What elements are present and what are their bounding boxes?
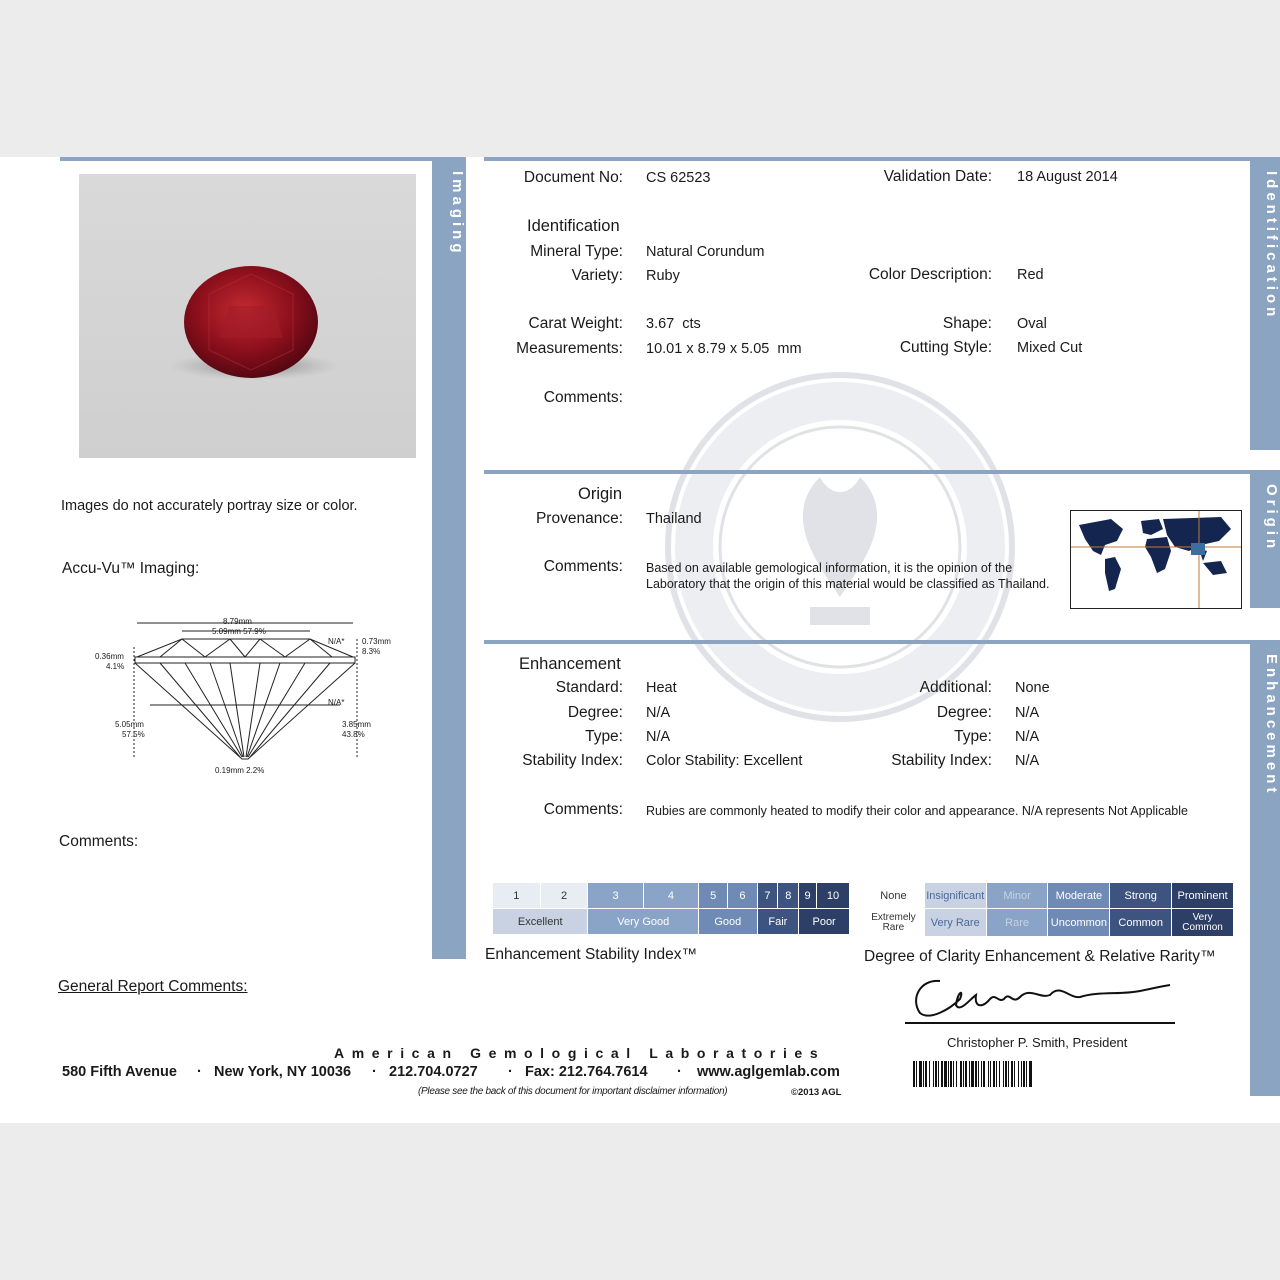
identification-comments-label: Comments: [543, 389, 623, 406]
stability-num-5: 5 [699, 883, 728, 909]
stability-grade-very-good: Very Good [588, 909, 699, 935]
diagram-depth-mm: 5.05mm [115, 720, 144, 729]
enhancement-tab [1250, 640, 1280, 1096]
carat-value: 3.67 cts [646, 316, 701, 332]
stability-num-2: 2 [540, 883, 588, 909]
cutting-style-value: Mixed Cut [1017, 340, 1083, 356]
additional-stability-label: Stability Index: [891, 752, 992, 769]
footer-sep-4: · [677, 1064, 682, 1080]
stability-grade-poor: Poor [799, 909, 850, 935]
shape-value: Oval [1017, 316, 1047, 332]
degree-label: Degree: [567, 704, 623, 721]
additional-type-value: N/A [1015, 729, 1040, 745]
variety-value: Ruby [646, 268, 680, 284]
clarity-none: None [863, 883, 925, 909]
origin-comments-value: Based on available gemological information, it is the opinion of the Laboratory that the origin of this material would be classified as Thailand. [646, 561, 1050, 591]
lab-name: American Gemological Laboratories [334, 1045, 826, 1061]
signatory-name: Christopher P. Smith, President [947, 1035, 1128, 1050]
diagram-crown-right-pct: 8.3% [362, 647, 381, 656]
clarity-prominent: Prominent [1172, 883, 1234, 909]
enhancement-comments-value: Rubies are commonly heated to modify their color and appearance. N/A represents Not Applicable [646, 804, 1188, 818]
footer-phone: 212.704.0727 [389, 1064, 478, 1080]
enhancement-comments-label: Comments: [543, 801, 623, 818]
color-value: Red [1017, 267, 1044, 283]
mineral-value: Natural Corundum [646, 244, 765, 260]
footer-address: 580 Fifth Avenue [62, 1064, 177, 1080]
barcode [913, 1061, 1161, 1087]
imaging-top-rule [60, 157, 460, 161]
certificate-page [0, 157, 1280, 1123]
additional-type-label: Type: [954, 728, 992, 745]
variety-label: Variety: [571, 267, 623, 284]
imaging-tab-label: Imaging [449, 171, 466, 257]
diagram-width: 8.79mm [223, 617, 252, 626]
origin-tab [1250, 470, 1280, 608]
identification-tab [1250, 157, 1280, 450]
identification-tab-label: Identification [1263, 171, 1280, 321]
rarity-common: Common [1110, 909, 1172, 937]
gem-photo [79, 174, 416, 458]
stability-num-1: 1 [493, 883, 541, 909]
footer-fax: Fax: 212.764.7614 [525, 1064, 648, 1080]
diagram-depth-pct: 57.5% [122, 730, 145, 739]
rarity-extremely-rare: Extremely Rare [863, 909, 925, 937]
diagram-pavilion-mm: 3.85mm [342, 720, 371, 729]
stability-label: Stability Index: [522, 752, 623, 769]
stability-grade-fair: Fair [757, 909, 799, 935]
additional-stability-value: N/A [1015, 753, 1040, 769]
footer-copyright: ©2013 AGL [791, 1087, 842, 1098]
stability-num-8: 8 [778, 883, 799, 909]
enhancement-tab-label: Enhancement [1263, 654, 1280, 797]
diagram-culet: 0.19mm 2.2% [215, 766, 265, 775]
footer-sep-1: · [197, 1064, 202, 1080]
rarity-uncommon: Uncommon [1048, 909, 1110, 937]
agl-seal-watermark [660, 367, 1020, 727]
type-value: N/A [646, 729, 671, 745]
footer-sep-2: · [372, 1064, 377, 1080]
diagram-pavilion-pct: 43.8% [342, 730, 365, 739]
clarity-scale [862, 882, 1234, 937]
rarity-very-common: Very Common [1172, 909, 1234, 937]
additional-label: Additional: [919, 679, 992, 696]
standard-value: Heat [646, 680, 677, 696]
stability-scale [492, 882, 850, 935]
clarity-insignificant: Insignificant [924, 883, 986, 909]
provenance-label: Provenance: [535, 510, 623, 527]
diagram-crown-right-mm: 0.73mm [362, 637, 391, 646]
stability-num-3: 3 [588, 883, 643, 909]
ruby-image [79, 174, 416, 458]
stability-scale-caption: Enhancement Stability Index™ [485, 946, 697, 963]
barcode-bar [1032, 1061, 1033, 1087]
footer-sep-3: · [508, 1064, 513, 1080]
identification-top-rule [484, 157, 1250, 161]
rarity-very-rare: Very Rare [924, 909, 986, 937]
additional-value: None [1015, 680, 1050, 696]
footer-city: New York, NY 10036 [214, 1064, 352, 1080]
carat-label: Carat Weight: [528, 315, 623, 332]
measurements-value: 10.01 x 8.79 x 5.05 mm [646, 341, 802, 357]
footer-website[interactable]: www.aglgemlab.com [697, 1064, 840, 1080]
footer-disclaimer: (Please see the back of this document for important disclaimer information) [418, 1086, 728, 1097]
diagram-table: 5.09mm 57.9% [212, 627, 266, 636]
diagram-crown-left-pct: 4.1% [106, 662, 125, 671]
clarity-strong: Strong [1110, 883, 1172, 909]
diagram-crown-left-mm: 0.36mm [95, 652, 124, 661]
additional-degree-value: N/A [1015, 705, 1040, 721]
world-map-graphic [1071, 511, 1241, 608]
cutting-style-label: Cutting Style: [899, 339, 992, 356]
imaging-tab [432, 157, 466, 959]
general-comments-label: General Report Comments: [58, 978, 248, 995]
doc-no-value: CS 62523 [646, 170, 711, 186]
stability-num-9: 9 [799, 883, 817, 909]
validation-value: 18 August 2014 [1017, 169, 1118, 185]
stability-num-10: 10 [816, 883, 849, 909]
world-map [1070, 510, 1242, 609]
enhancement-title: Enhancement [519, 655, 621, 673]
enhancement-top-rule [484, 640, 1250, 644]
signature [900, 969, 1180, 1029]
stability-value: Color Stability: Excellent [646, 753, 803, 769]
clarity-moderate: Moderate [1048, 883, 1110, 909]
stability-num-7: 7 [757, 883, 778, 909]
stability-grade-excellent: Excellent [493, 909, 588, 935]
identification-title: Identification [527, 217, 620, 235]
origin-title: Origin [578, 485, 623, 503]
image-disclaimer: Images do not accurately portray size or color. [61, 498, 358, 514]
degree-value: N/A [646, 705, 671, 721]
standard-label: Standard: [555, 679, 623, 696]
validation-label: Validation Date: [883, 168, 992, 185]
shape-label: Shape: [942, 315, 992, 332]
additional-degree-label: Degree: [936, 704, 992, 721]
imaging-comments-label: Comments: [59, 833, 139, 850]
doc-no-label: Document No: [523, 169, 623, 186]
color-label: Color Description: [868, 266, 992, 283]
stability-num-4: 4 [643, 883, 698, 909]
origin-comments-label: Comments: [543, 558, 623, 575]
stability-num-6: 6 [728, 883, 757, 909]
accuvu-label: Accu-Vu™ Imaging: [62, 560, 200, 577]
clarity-minor: Minor [986, 883, 1048, 909]
diagram-pavilion-na: N/A* [328, 698, 345, 707]
stability-grade-good: Good [699, 909, 757, 935]
provenance-value: Thailand [646, 511, 702, 527]
measurements-label: Measurements: [516, 340, 623, 357]
mineral-label: Mineral Type: [530, 243, 623, 260]
origin-tab-label: Origin [1263, 484, 1280, 553]
rarity-rare: Rare [986, 909, 1048, 937]
type-label: Type: [585, 728, 623, 745]
diagram-crown-right-na: N/A* [328, 637, 345, 646]
origin-top-rule [484, 470, 1250, 474]
clarity-scale-caption: Degree of Clarity Enhancement & Relative Rarity™ [864, 948, 1216, 965]
